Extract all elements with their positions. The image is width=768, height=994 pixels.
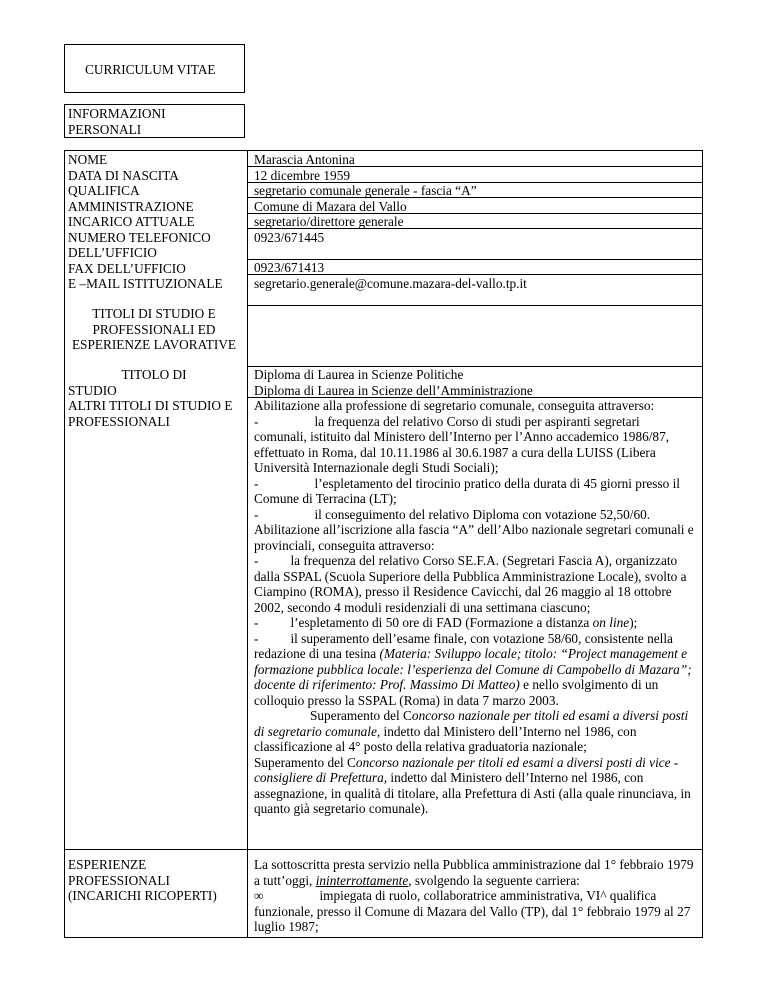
altri-titoli-p1: Abilitazione alla professione di segretario comunale, conseguita attraverso: [254,398,655,413]
label-telefono: NUMERO TELEFONICO DELL’UFFICIO [68,229,211,260]
altri-titoli-text [254,398,694,817]
label-amministrazione: AMMINISTRAZIONE [68,198,194,214]
value-email: segretario.generale@comune.mazara-del-vallo.tp.it [254,275,527,291]
label-nome: NOME [68,152,108,167]
titolo-studio-label-a: TITOLO DI [121,367,187,382]
value-data-nascita: 12 dicembre 1959 [254,167,351,183]
value-amministrazione: Comune di Mazara del Vallo [254,198,407,214]
value-qualifica: segretario comunale generale - fascia “A” [254,183,477,198]
titoli-header: TITOLI DI STUDIO E PROFESSIONALI ED ESPERIENZE LAVORATIVE [71,306,237,352]
titolo-studio-values [254,367,694,398]
altri-titoli-bullet-1: - la frequenza del relativo Corso di studi per aspiranti segretari comunali, istituito dal Ministero dell’Interno per l’Anno accademico 1986/87, effettuato in Roma, dal 10.11.1986 al 30.6.1987 a cura della LUISS (Libera Università Internazionale degli Studi Sociali); [254,413,670,475]
label-qualifica: QUALIFICA [68,183,140,198]
value-telefono: 0923/671445 [254,229,325,245]
cv-table [64,150,703,938]
cv-title-box [64,44,245,93]
row-line [247,305,702,306]
label-incarico: INCARICO ATTUALE [68,214,195,229]
label-email: E –MAIL ISTITUZIONALE [68,276,223,291]
altri-titoli-bullet-3: - il conseguimento del relativo Diploma con votazione 52,50/60. [254,506,651,522]
personal-labels [68,152,240,292]
label-data-nascita: DATA DI NASCITA [68,167,179,183]
value-nome: Marascia Antonina [254,152,355,167]
value-fax: 0923/671413 [254,260,325,275]
cv-title: CURRICULUM VITAE [85,62,216,77]
contact-values [254,260,694,291]
altri-titoli-p3: Superamento del Concorso nazionale per titoli ed esami a diversi posti di segretario comunale, indetto dal Ministero dell’Interno nel 1986, con classificazione al 4° posto della relativa graduatoria nazionale; [254,708,689,754]
altri-titoli-bullet-6: - il superamento dell’esame finale, con votazione 58/60, consistente nella redazione di una tesina (Materia: Sviluppo locale; titolo: “Project management e formazione pubblica locale: l’esperienza del Comune di Campobello di Mazara”; docente di riferimento: Prof. Massimo Di Matteo) e nello svolgimento di un colloquio presso la SSPAL (Roma) in data 7 marzo 2003. [254,630,692,708]
titolo-studio-label-b: STUDIO [68,382,117,398]
altri-titoli-p2: Abilitazione all’iscrizione alla fascia “A” dell’Albo nazionale segretari comunali e provinciali, conseguita attraverso: [254,522,694,553]
row-line [247,213,702,214]
esperienze-p1: La sottoscritta presta servizio nella Pubblica amministrazione dal 1° febbraio 1979 a tutt’oggi, ininterrottamente, svolgendo la seguente carriera: [254,857,694,888]
row-line [65,849,702,850]
row-line [247,182,702,183]
altri-titoli-label: ALTRI TITOLI DI STUDIO E PROFESSIONALI [68,398,233,429]
row-line [247,228,702,229]
altri-titoli-p4: Superamento del Concorso nazionale per titoli ed esami a diversi posti di vice - consigliere di Prefettura, indetto dal Ministero dell’Interno nel 1986, con assegnazione, in qualità di titolare, alla Prefettura di Asti (alla quale rinunciava, in quanto già segretario comunale). [254,754,691,816]
value-incarico: segretario/direttore generale [254,214,404,229]
titolo-studio-1: Diploma di Laurea in Scienze Politiche [254,367,464,382]
esperienze-item-1: ∞ impiegata di ruolo, collaboratrice amministrativa, VI^ qualifica funzionale, presso il Comune di Mazara del Vallo (TP), dal 1° febbraio 1979 al 27 luglio 1987; [254,888,691,934]
altri-titoli-bullet-5: - l’espletamento di 50 ore di FAD (Formazione a distanza on line); [254,615,638,630]
row-line [247,259,702,260]
column-divider [247,151,248,937]
row-line [247,166,702,167]
esperienze-text [254,857,694,935]
titolo-studio-2: Diploma di Laurea in Scienze dell’Amministrazione [254,382,533,398]
section-personal-title: INFORMAZIONI PERSONALI [68,106,166,137]
row-line [247,274,702,275]
altri-titoli-bullet-4: - la frequenza del relativo Corso SE.F.A. (Segretari Fascia A), organizzato dalla SSPAL (Scuola Superiore della Pubblica Amministrazione Locale), svolto a Ciampino (ROMA), presso il Residence Cavicchi, dal 26 maggio al 18 ottobre 2002, secondo 4 moduli residenziali di una settimana ciascuno; [254,553,687,615]
section-personal-info [64,104,245,138]
esperienze-label: ESPERIENZE PROFESSIONALI (INCARICHI RICOPERTI) [68,857,217,903]
altri-titoli-bullet-2: - l’espletamento del tirocinio pratico della durata di 45 giorni presso il Comune di Terracina (LT); [254,475,680,506]
row-line [247,197,702,198]
label-fax: FAX DELL’UFFICIO [68,260,186,276]
titolo-studio-label [68,367,240,398]
infinity-bullet-icon: ∞ [254,888,264,903]
